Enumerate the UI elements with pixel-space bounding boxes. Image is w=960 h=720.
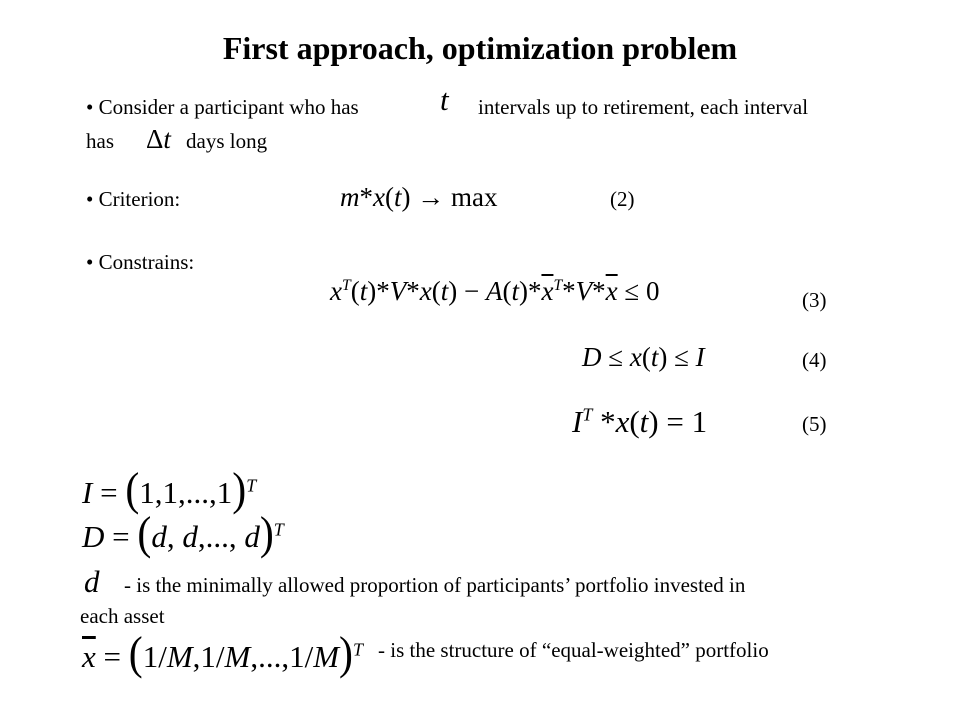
delta-t-formula: Δt	[146, 124, 171, 154]
equation-number-4: (4)	[802, 348, 827, 372]
constraint-4-formula: D ≤ x(t) ≤ I	[582, 342, 705, 372]
xbar-definition: $\overline{x} = (1/M,1/M,...,1/M)^T$	[82, 628, 363, 680]
i-vector-definition: $I = (1,1,...,1)^T$	[82, 464, 257, 516]
constraint-5-formula: $I^T$ *x(t) = 1	[572, 404, 708, 439]
constraint-3-formula: $x^T(t)*V*x(t) - A(t)*\overline{x}^T*V*\overline{x} \le 0$	[330, 276, 660, 306]
t-variable-formula: t	[440, 82, 449, 117]
criterion-formula: m*x(t) → max	[340, 182, 498, 212]
criterion-equation-number: (2)	[610, 187, 635, 211]
d-vector-definition: D = (d, d,..., d)$^T$	[82, 508, 284, 560]
equation-number-5: (5)	[802, 412, 827, 436]
page-title: First approach, optimization problem	[222, 30, 738, 66]
consider-text-start: • Consider a participant who has	[86, 95, 359, 119]
d-description: - is the minimally allowed proportion of participants’ portfolio invested in	[124, 573, 746, 597]
d-description-line2: each asset	[80, 604, 165, 628]
d-symbol: d	[84, 564, 100, 599]
consider-text-end: intervals up to retirement, each interval	[478, 95, 809, 119]
equation-number-3: (3)	[802, 288, 827, 312]
xbar-description: - is the structure of “equal-weighted” portfolio	[378, 638, 769, 662]
consider-line2-start: has	[86, 129, 114, 153]
consider-line2-end: days long	[186, 129, 268, 153]
criterion-label: • Criterion:	[86, 187, 181, 211]
constrains-label: • Constrains:	[86, 250, 195, 274]
